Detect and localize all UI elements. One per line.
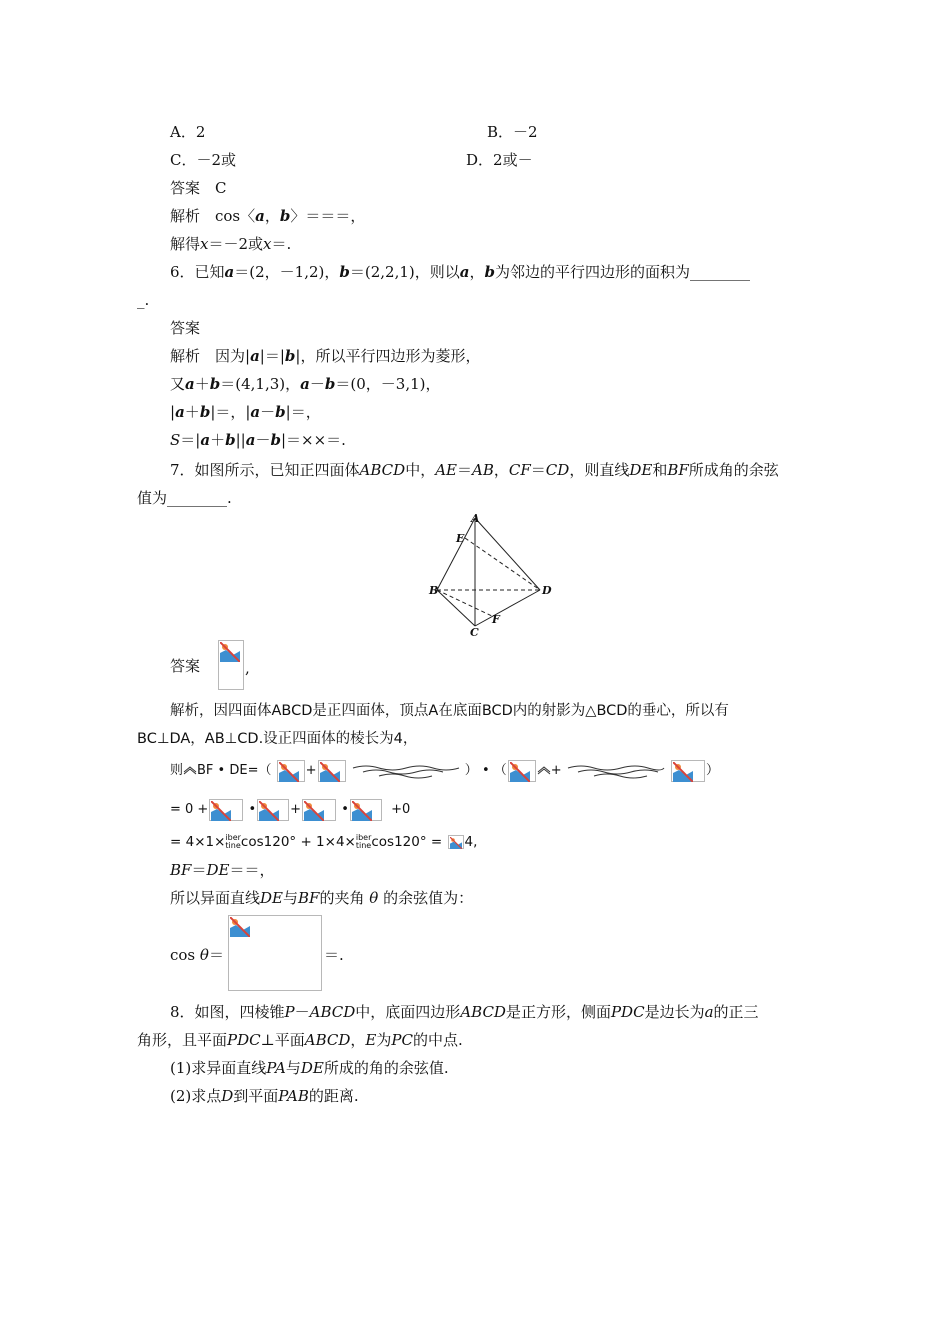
vector-arrow-icon [183,766,197,776]
image-placeholder-icon [257,799,289,821]
q6-analysis-1: 解析 因为|a|＝|b|，所以平行四边形为菱形， [170,347,481,365]
q7-analysis-1: 解析，因四面体ABCD是正四面体，顶点A在底面BCD内的射影为△BCD的垂心，所以有 [170,703,729,719]
option-b: B．－2 [487,123,538,141]
q8-question-1: 8．如图，四棱锥P－ABCD中，底面四边形ABCD是正方形，侧面PDC是边长为a的正三 [170,1003,759,1021]
image-placeholder-icon [671,760,705,782]
option-d: D．2或－ [466,151,533,169]
q8-question-2: 角形，且平面PDC⊥平面ABCD，E为PC的中点. [137,1031,463,1049]
angle-statement: 所以异面直线DE与BF的夹角 θ 的余弦值为： [170,889,474,907]
wavy-line-icon [351,763,461,779]
q5-solution: 解得x＝－2或x＝. [170,235,292,253]
segment-bf [437,590,492,616]
wavy-line-icon [566,763,666,779]
image-placeholder-icon [508,760,536,782]
expansion-line: = 0 + • + • +0 [170,797,410,823]
tetrahedron-figure [425,508,565,640]
edge-bc [437,590,475,626]
cos-calc-line: = 4×1×iber tinecos120° + 1×4×iber tinecos120° = 4, [170,833,478,850]
dot-product-line: 则 BF • DE=（ + ） • （ + ） [170,758,719,784]
image-placeholder-icon [277,760,305,782]
edge-ad [475,518,540,590]
cos-theta-end: ＝. [324,946,344,964]
q7-analysis-2: BC⊥DA，AB⊥CD.设正四面体的棱长为4， [137,731,418,747]
q7-answer-comma: , [245,659,250,677]
q8-sub-2: (2)求点D到平面PAB的距离. [170,1087,359,1105]
q6-analysis-3: |a＋b|＝，|a－b|＝， [170,403,321,421]
edge-ab [437,518,475,590]
option-c: C．－2或 [170,151,237,169]
label-c: C [470,626,479,639]
label-b: B [429,584,439,597]
q6-analysis-2: 又a＋b＝(4,1,3)，a－b＝(0，－3,1)， [170,375,441,393]
q6-analysis-4: S＝|a＋b||a－b|＝××＝. [170,431,346,449]
formula-image-placeholder [228,915,322,991]
label-f: F [492,613,500,626]
label-d: D [542,584,552,597]
q6-answer: 答案 [170,319,201,337]
image-placeholder-icon [350,799,382,821]
q8-sub-1: (1)求异面直线PA与DE所成的角的余弦值. [170,1059,449,1077]
image-placeholder-icon [209,799,243,821]
answer-image-placeholder [218,640,244,690]
option-a: A．2 [170,123,206,141]
cos-theta-pre: cos θ＝ [170,946,224,964]
edge-cd [475,590,540,626]
q6-question: 6．已知a＝(2，－1,2)，b＝(2,2,1)，则以a，b为邻边的平行四边形的面积为________ [170,263,751,281]
vector-arrow-icon [537,766,551,776]
q7-answer: 答案 [170,657,201,675]
image-placeholder-icon [302,799,336,821]
q7-question: 7．如图所示，已知正四面体ABCD中，AE＝AB，CF＝CD，则直线DE和BF所成角的余弦 [170,461,779,479]
q5-answer: 答案 C [170,179,227,197]
q7-question-cont: 值为________. [137,489,232,507]
label-e: E [456,532,465,545]
bf-de-length: BF＝DE＝＝， [170,861,275,879]
q6-question-cont: _. [137,291,150,309]
image-placeholder-icon [448,835,464,849]
image-placeholder-icon [318,760,346,782]
label-a: A [471,512,480,525]
segment-de [465,538,540,590]
q5-analysis: 解析 cos〈a，b〉＝＝＝， [170,207,366,225]
